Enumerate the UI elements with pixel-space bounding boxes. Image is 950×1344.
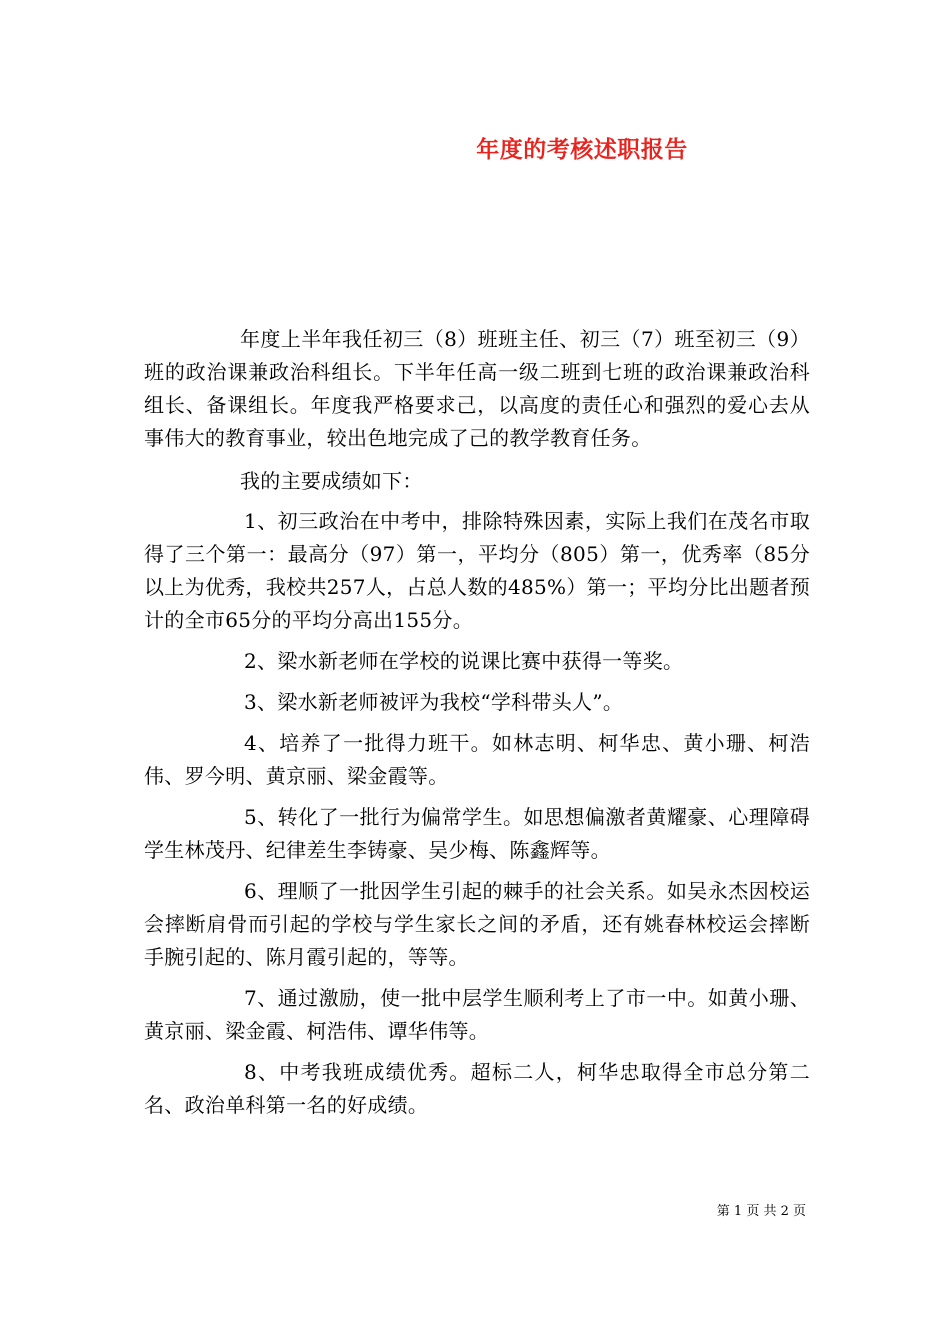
paragraph-achievement-8: 8、中考我班成绩优秀。超标二人，柯华忠取得全市总分第二名、政治单科第一名的好成绩。: [144, 1060, 810, 1117]
paragraph-achievements-heading: 我的主要成绩如下：: [240, 469, 423, 493]
document-title: 年度的考核述职报告: [476, 136, 688, 163]
document-body: [144, 323, 810, 1130]
paragraph-achievement-5: 5、转化了一批行为偏常学生。如思想偏激者黄耀豪、心理障碍学生林茂丹、纪律差生李铸豪、吴少梅、陈鑫辉等。: [144, 805, 810, 862]
page-number: 第 1 页 共 2 页: [716, 1204, 806, 1219]
paragraph-intro: 年度上半年我任初三（8）班班主任、初三（7）班至初三（9）班的政治课兼政治科组长。下半年任高一级二班到七班的政治课兼政治科组长、备课组长。年度我严格要求己，以高度的责任心和强烈的爱心去从事伟大的教育事业，较出色地完成了己的教学教育任务。: [144, 327, 810, 450]
paragraph-achievement-3: 3、梁水新老师被评为我校“学科带头人”。: [244, 690, 624, 714]
paragraph-achievement-7: 7、通过激励，使一批中层学生顺利考上了市一中。如黄小珊、黄京丽、梁金霞、柯浩伟、谭华伟等。: [144, 986, 810, 1043]
paragraph-achievement-6: 6、理顺了一批因学生引起的棘手的社会关系。如吴永杰因校运会摔断肩骨而引起的学校与学生家长之间的矛盾，还有姚春林校运会摔断手腕引起的、陈月霞引起的，等等。: [144, 879, 810, 969]
paragraph-achievement-2: 2、梁水新老师在学校的说课比赛中获得一等奖。: [244, 649, 684, 673]
paragraph-achievement-1: 1、初三政治在中考中，排除特殊因素，实际上我们在茂名市取得了三个第一：最高分（97）第一，平均分（805）第一，优秀率（85分以上为优秀，我校共257人，占总人数的485%）第一；平均分比出题者预计的全市65分的平均分高出155分。: [144, 509, 810, 632]
paragraph-achievement-4: 4、培养了一批得力班干。如林志明、柯华忠、黄小珊、柯浩伟、罗今明、黄京丽、梁金霞等。: [144, 731, 810, 788]
